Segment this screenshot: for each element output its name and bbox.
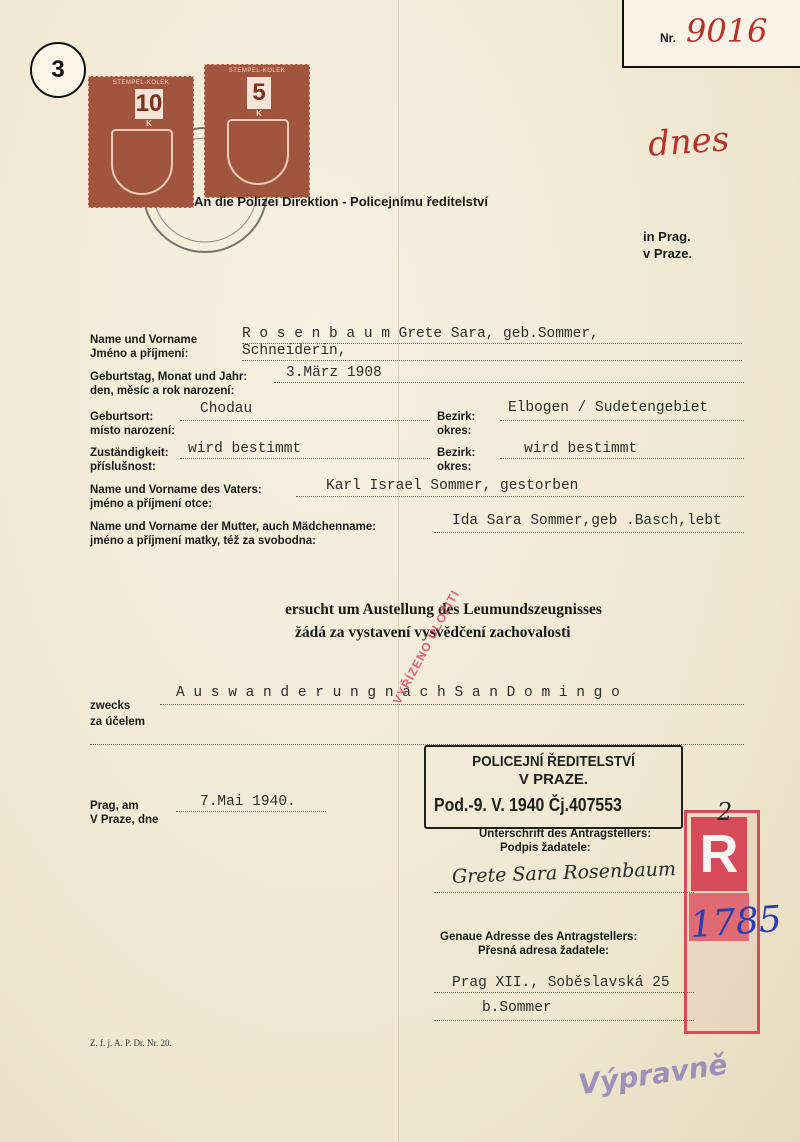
birthplace-label-de: Geburtsort: xyxy=(90,411,154,423)
registered-number: 1785 xyxy=(688,898,783,947)
address-label-cs: Přesná adresa žadatele: xyxy=(478,945,610,957)
dotted-line xyxy=(296,496,744,497)
police-stamp xyxy=(424,745,683,829)
stamp-value: 5 xyxy=(247,77,271,109)
dotted-line xyxy=(242,343,742,344)
stamp-currency: K xyxy=(256,109,262,118)
district-label-cs: okres: xyxy=(437,425,472,437)
father-label-de: Name und Vorname des Vaters: xyxy=(90,484,262,496)
birthplace-value: Chodau xyxy=(200,401,253,417)
stamp-value: 10 xyxy=(135,90,163,117)
birthdate-label-de: Geburtstag, Monat und Jahr: xyxy=(90,371,248,383)
dotted-line xyxy=(242,360,742,361)
dotted-line xyxy=(500,458,744,459)
registered-letter: R xyxy=(691,817,747,891)
purpose-label-cs: za účelem xyxy=(90,716,145,728)
jurisdiction-label-de: Zuständigkeit: xyxy=(90,447,169,459)
signature-label-cs: Podpis žadatele: xyxy=(500,842,591,854)
police-stamp-line1: POLICEJNÍ ŘEDITELSTVÍ xyxy=(472,753,635,770)
nr-box xyxy=(622,0,800,68)
district2-value: wird bestimmt xyxy=(524,441,638,457)
place-date-label-de: Prag, am xyxy=(90,800,139,812)
handwritten-note: dnes xyxy=(646,119,731,165)
purpose-label-de: zwecks xyxy=(90,700,131,712)
fold-crease xyxy=(398,0,399,1142)
purpose-value: A u s w a n d e r u n g n a c h S a n D o m i n g o xyxy=(176,685,620,701)
district-label-de: Bezirk: xyxy=(437,411,476,423)
revenue-stamp-5 xyxy=(204,64,310,198)
district2-label-de: Bezirk: xyxy=(437,447,476,459)
coat-of-arms-icon xyxy=(111,129,173,195)
police-stamp-line2: V PRAZE. xyxy=(518,771,589,788)
birthplace-label-cs: místo narození: xyxy=(90,425,175,437)
district-value: Elbogen / Sudetengebiet xyxy=(508,400,709,416)
registered-annot-num: 2 xyxy=(717,798,733,826)
dotted-line xyxy=(160,704,744,705)
revenue-stamp-10 xyxy=(88,76,194,208)
mother-label-cs: jméno a příjmení matky, též za svobodna: xyxy=(90,535,317,547)
father-label-cs: jméno a příjmení otce: xyxy=(90,498,213,510)
signature-label-de: Unterschrift des Antragstellers: xyxy=(479,828,652,840)
stamp-currency: K xyxy=(146,119,152,128)
birthdate-value: 3.März 1908 xyxy=(286,365,382,381)
address-line2: b.Sommer xyxy=(482,1000,552,1016)
nr-value: 9016 xyxy=(686,12,768,50)
city-de: in Prag. xyxy=(643,229,691,244)
city-cs: v Praze. xyxy=(643,246,693,261)
dotted-line xyxy=(176,811,326,812)
dotted-line xyxy=(434,532,744,533)
district2-label-cs: okres: xyxy=(437,461,472,473)
stamp-header: STEMPEL-KOLEK xyxy=(228,68,286,74)
coat-of-arms-icon xyxy=(227,119,289,185)
dotted-line xyxy=(274,382,744,383)
name-label-cs: Jméno a příjmení: xyxy=(90,348,189,360)
dotted-line xyxy=(500,420,744,421)
dotted-line xyxy=(434,1020,694,1021)
name-value-line1: R o s e n b a u m Grete Sara, geb.Sommer, xyxy=(242,326,599,342)
jurisdiction-value: wird bestimmt xyxy=(188,441,302,457)
jurisdiction-label-cs: příslušnost: xyxy=(90,461,156,473)
request-line-de: ersucht um Austellung des Leumundszeugnisses xyxy=(285,601,602,618)
place-date-value: 7.Mai 1940. xyxy=(200,794,296,810)
request-line-cs: žádá za vystavení vysvědčení zachovalosti xyxy=(295,624,571,641)
nr-label: Nr. xyxy=(660,31,677,45)
addressee: An die Polizei Direktion - Policejnímu ředitelství xyxy=(194,194,489,209)
dotted-line xyxy=(434,992,694,993)
dotted-line xyxy=(180,420,430,421)
place-date-label-cs: V Praze, dne xyxy=(90,814,159,826)
footer-code: Z. f. j. A. P. Dr. Nr. 20. xyxy=(90,1038,172,1048)
name-label-de: Name und Vorname xyxy=(90,334,198,346)
address-label-de: Genaue Adresse des Antragstellers: xyxy=(440,931,638,943)
birthdate-label-cs: den, měsíc a rok narození: xyxy=(90,385,235,397)
stamp-header: STEMPEL-KOLEK xyxy=(112,80,170,86)
signature-value: Grete Sara Rosenbaum xyxy=(451,858,677,888)
form-number-circle: 3 xyxy=(30,42,86,98)
father-value: Karl Israel Sommer, gestorben xyxy=(326,478,579,494)
dotted-line xyxy=(434,892,694,893)
police-stamp-line3: Pod.-9. V. 1940 Čj.407553 xyxy=(434,795,622,815)
name-value-line2: Schneiderin, xyxy=(242,343,347,359)
dotted-line xyxy=(180,458,430,459)
address-line1: Prag XII., Soběslavská 25 xyxy=(452,975,670,991)
mother-label-de: Name und Vorname der Mutter, auch Mädchenname: xyxy=(90,521,377,533)
diagonal-stamp: VYŘÍZENO ULOŽITI xyxy=(390,587,463,707)
mother-value: Ida Sara Sommer,geb .Basch,lebt xyxy=(452,513,722,529)
bottom-stamp: Výpravně xyxy=(576,1047,730,1102)
